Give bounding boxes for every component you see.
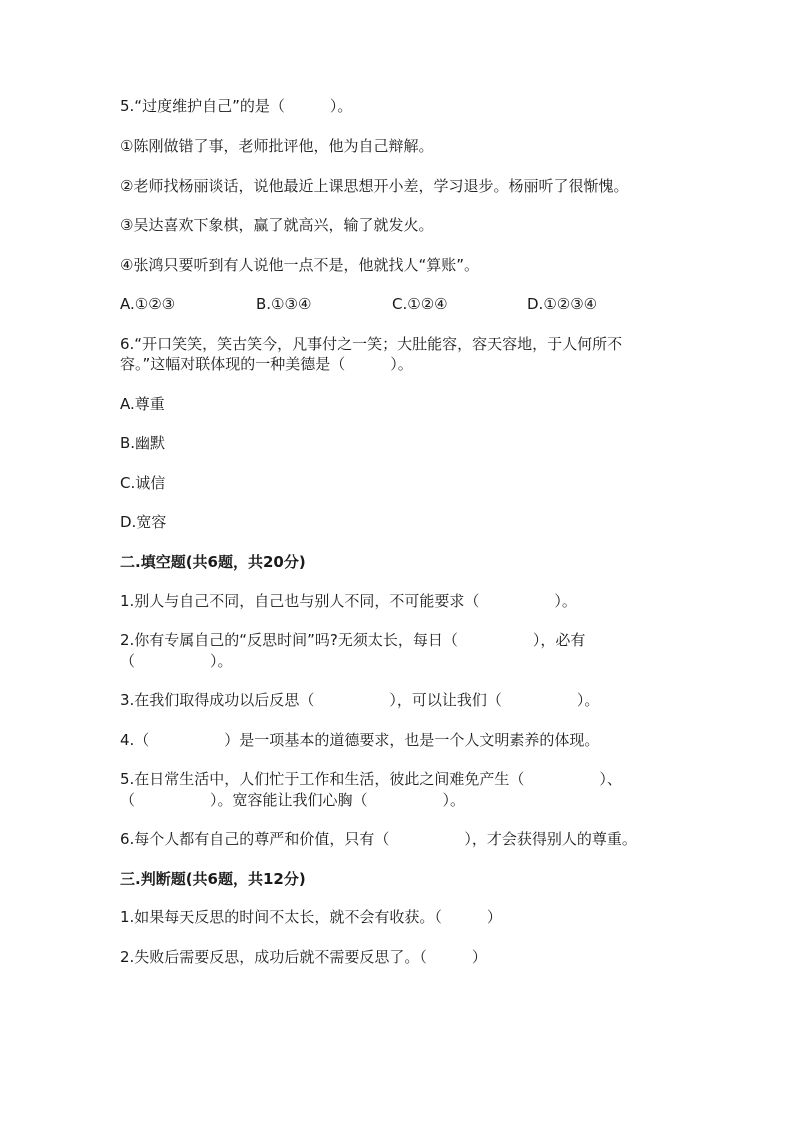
question-5-item-3: ③吴达喜欢下象棋，赢了就高兴，输了就发火。 xyxy=(120,216,434,234)
fill-question-4: 4.（ ）是一项基本的道德要求，也是一个人文明素养的体现。 xyxy=(120,731,600,749)
question-5-option-a: A.①②③ xyxy=(120,295,176,313)
fill-question-6: 6.每个人都有自己的尊严和价值，只有（ ），才会获得别人的尊重。 xyxy=(120,830,637,848)
judge-question-2: 2.失败后需要反思，成功后就不需要反思了。（ ） xyxy=(120,948,487,966)
fill-question-3: 3.在我们取得成功以后反思（ ），可以让我们（ ）。 xyxy=(120,691,600,709)
question-5-option-d: D.①②③④ xyxy=(527,295,598,313)
question-5-option-b: B.①③④ xyxy=(256,295,312,313)
question-5-option-c: C.①②④ xyxy=(392,295,448,313)
question-6-option-d: D.宽容 xyxy=(120,513,167,531)
question-5-item-2: ②老师找杨丽谈话，说他最近上课思想开小差，学习退步。杨丽听了很惭愧。 xyxy=(120,177,629,195)
section-2-heading: 二.填空题(共6题，共20分) xyxy=(120,553,306,571)
fill-question-2-line-2: （ ）。 xyxy=(120,652,233,670)
fill-question-1: 1.别人与自己不同，自己也与别人不同，不可能要求（ ）。 xyxy=(120,592,577,610)
question-6-option-b: B.幽默 xyxy=(120,434,166,452)
question-6-option-a: A.尊重 xyxy=(120,395,165,413)
fill-question-5-line-2: （ ）。宽容能让我们心胸（ ）。 xyxy=(120,791,466,809)
question-6-stem-line-1: 6.“开口笑笑，笑古笑今，凡事付之一笑；大肚能容，容天容地，于人何所不 xyxy=(120,335,623,353)
fill-question-5-line-1: 5.在日常生活中，人们忙于工作和生活，彼此之间难免产生（ ）、 xyxy=(120,770,622,788)
question-5-options xyxy=(120,294,680,314)
question-5-stem: 5.“过度维护自己”的是（ ）。 xyxy=(120,97,353,115)
judge-question-1: 1.如果每天反思的时间不太长，就不会有收获。（ ） xyxy=(120,908,502,926)
section-3-heading: 三.判断题(共6题，共12分) xyxy=(120,870,306,888)
question-6-stem-line-2: 容。”这幅对联体现的一种美德是（ ）。 xyxy=(120,355,413,373)
question-5-item-1: ①陈刚做错了事，老师批评他，他为自己辩解。 xyxy=(120,137,434,155)
question-6-option-c: C.诚信 xyxy=(120,474,166,492)
question-5-item-4: ④张鸿只要听到有人说他一点不是，他就找人“算账”。 xyxy=(120,256,479,274)
fill-question-2-line-1: 2.你有专属自己的“反思时间”吗?无须太长，每日（ ），必有 xyxy=(120,631,586,649)
